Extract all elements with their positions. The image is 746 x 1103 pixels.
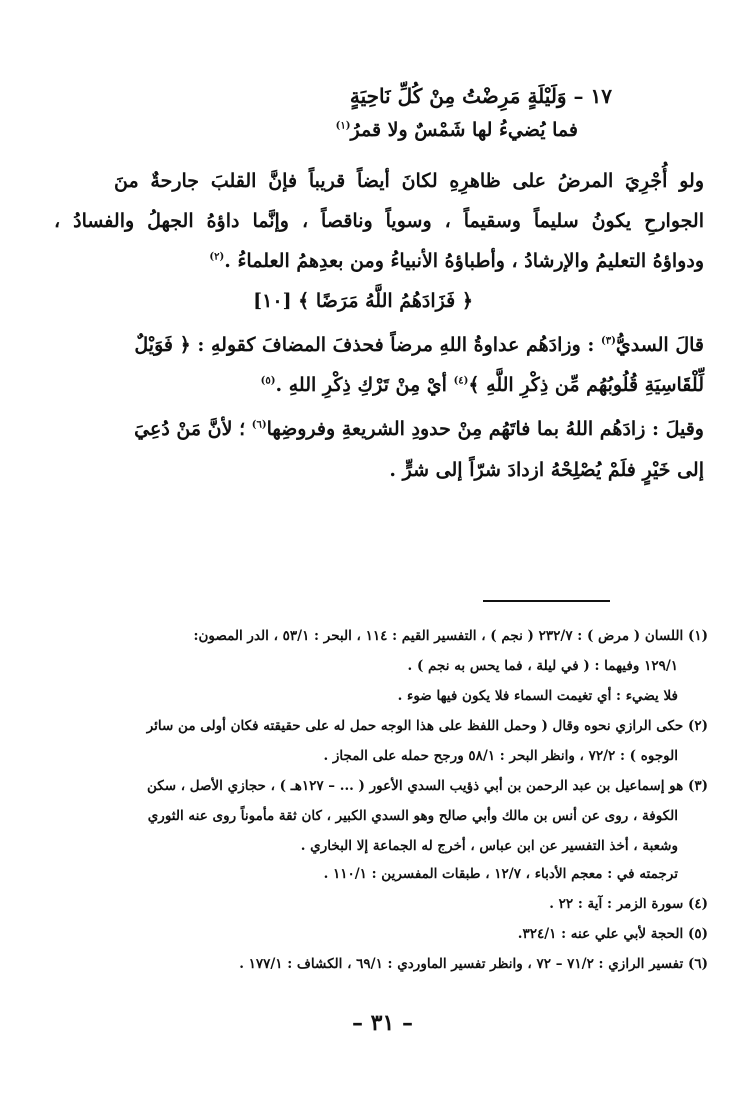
footnote-6: (٦) تفسير الرازي : ٧١/٢ – ٧٢ ، وانظر تفسير الماوردي : ٦٩/١ ، الكشاف : ١٧٧/١ . xyxy=(239,956,708,972)
footnote-3-line-d: ترجمته في : معجم الأدباء ، ١٢/٧ ، طبقات المفسرين : ١١٠/١ . xyxy=(323,866,678,882)
footnote-ref: (٢) xyxy=(209,251,225,263)
footnote-3-line-a: (٣) هو إسماعيل بن عبد الرحمن بن أبي ذؤيب السدي الأعور ( ... – ١٢٧هـ ) ، حجازي الأصل ، سكن xyxy=(147,778,708,794)
footnote-separator xyxy=(483,600,610,602)
verse-line-2 xyxy=(336,119,578,141)
footnote-ref: (٦) xyxy=(251,419,267,431)
footnote-5: (٥) الحجة لأبي علي عنه : ٣٢٤/١. xyxy=(517,926,708,942)
verse-line-1 xyxy=(350,84,612,108)
body-line-3-text: ودواؤهُ التعليمُ والإرشادُ ، وأطباؤهُ الأنبياءُ ومن بعدِهمُ العلماءُ . xyxy=(224,250,704,272)
body-line-5 xyxy=(261,374,704,396)
body-line-5-a: لِّلْقَاسِيَةِ قُلُوبُهُم مِّن ذِكْرِ اللَّهِ ﴾ xyxy=(468,374,704,396)
footnote-1-line-b: ١٢٩/١ وفيهما : ( في ليلة ، فما يحس به نجم ) . xyxy=(407,658,678,674)
footnote-ref: (٣) xyxy=(601,335,616,347)
footnote-ref: (٤) xyxy=(453,375,469,387)
footnote-3-line-c: وشعبة ، أخذ التفسير عن ابن عباس ، أخرج له الجماعة إلا البخاري . xyxy=(300,838,678,854)
body-line-4-b: : وزادَهُم عداوةُ اللهِ مرضاً فحذفَ المضافَ كقولهِ : ﴿ فَوَيْلٌ xyxy=(134,334,595,356)
page-number: – ٣١ – xyxy=(352,1010,413,1036)
footnote-ref: (٥) xyxy=(260,375,276,387)
body-line-2: الجوارحِ يكونُ سليماً وسقيماً ، وسوياً وناقصاً ، وإنَّما داؤهُ الجهلُ والفسادُ ، xyxy=(54,210,704,232)
verse-text-2: فما يُضيءُ لها شَمْسٌ ولا قمرُ xyxy=(350,119,578,141)
body-line-4 xyxy=(134,334,704,356)
body-line-6 xyxy=(134,418,704,440)
body-line-5-b: أيْ مِنْ تَرْكِ ذِكْرِ اللهِ . xyxy=(275,374,447,396)
footnote-4: (٤) سورة الزمر : آية : ٢٢ . xyxy=(549,896,708,912)
footnote-2-line-a: (٢) حكى الرازي نحوه وقال ( وحمل اللفظ على هذا الوجه حمل له على حقيقته فكان أولى من سائر xyxy=(146,718,708,734)
body-line-4-a: قالَ السديُّ xyxy=(615,334,704,356)
footnote-3-line-b: الكوفة ، روى عن أنس بن مالك وأبي صالح وهو السدي الكبير ، كان ثقة مأموناً روى عنه الثوري xyxy=(147,808,678,824)
footnote-ref: (١) xyxy=(335,120,351,132)
body-line-1: ولو أُجْرِيَ المرضُ على ظاهرِهِ لكانَ أيضاً قريباً فإنَّ القلبَ جارحةٌ منَ xyxy=(114,170,704,192)
body-line-3 xyxy=(209,250,704,272)
body-line-7: إلى خَيْرٍ فلَمْ يُصْلِحْهُ ازدادَ شرّاً إلى شرٍّ . xyxy=(389,459,704,481)
verse-text: ١٧ – وَلَيْلَةٍ مَرِضْتُ مِنْ كُلِّ نَاحِيَةٍ xyxy=(349,84,612,108)
body-line-6-a: وقيلَ : زادَهُم اللهُ بما فاتَهُم مِنْ حدودِ الشريعةِ وفروضِها xyxy=(266,418,704,440)
body-line-6-b: ؛ لأنَّ مَنْ دُعِيَ xyxy=(134,418,246,440)
footnote-1-line-a: (١) اللسان ( مرض ) : ٢٣٢/٧ ( نجم ) ، التفسير القيم : ١١٤ ، البحر : ٥٣/١ ، الدر المصون: xyxy=(193,628,708,644)
footnote-1-line-c: فلا يضيء : أي تغيمت السماء فلا يكون فيها ضوء . xyxy=(397,688,678,704)
quran-verse: ﴿ فَزَادَهُمُ اللَّهُ مَرَضًا ﴾ [١٠] xyxy=(253,290,473,312)
footnote-2-line-b: الوجوه ) : ٧٢/٢ ، وانظر البحر : ٥٨/١ ورجح حمله على المجاز . xyxy=(323,748,678,764)
